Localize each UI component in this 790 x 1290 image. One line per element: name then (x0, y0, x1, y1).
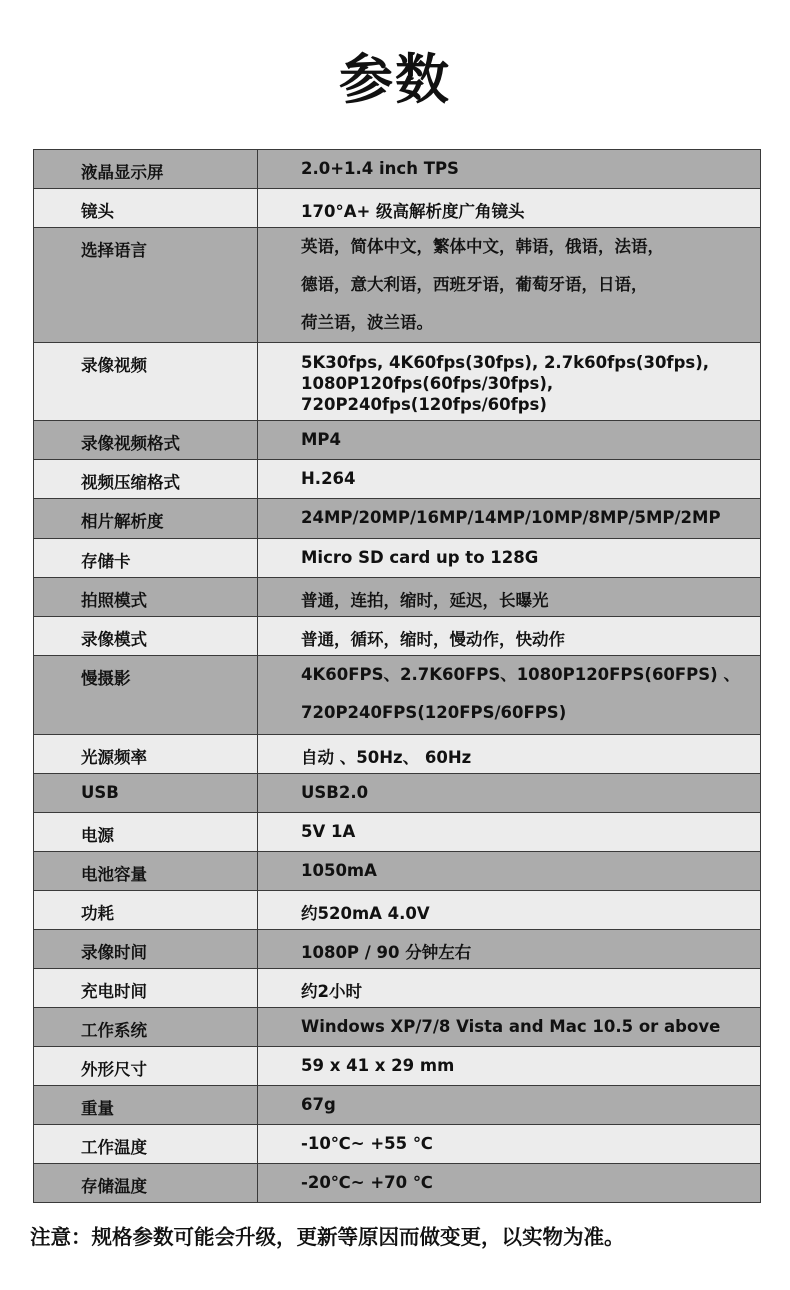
spec-row (34, 930, 761, 969)
spec-row (34, 150, 761, 189)
spec-label: 存储卡 (34, 539, 258, 578)
spec-row (34, 228, 761, 343)
spec-row (34, 1086, 761, 1125)
spec-value-line: 5K30fps, 4K60fps(30fps), 2.7k60fps(30fps), (301, 353, 710, 372)
spec-value (258, 969, 761, 1008)
spec-value-line: 1050mA (301, 861, 377, 880)
spec-value-line: 约520mA 4.0V (301, 904, 430, 923)
spec-value (258, 617, 761, 656)
spec-value (258, 421, 761, 460)
spec-label: 录像视频 (34, 343, 258, 421)
spec-label: 录像模式 (34, 617, 258, 656)
spec-value (258, 930, 761, 969)
spec-row (34, 617, 761, 656)
spec-value-line: 普通，循环，缩时，慢动作，快动作 (301, 630, 565, 649)
spec-value-line: 2.0+1.4 inch TPS (301, 159, 459, 178)
spec-value-line: 自动 、50Hz、 60Hz (301, 748, 472, 767)
spec-row (34, 852, 761, 891)
spec-value-line: 1080P / 90 分钟左右 (301, 943, 472, 962)
spec-row (34, 891, 761, 930)
spec-row (34, 774, 761, 813)
spec-value (258, 460, 761, 499)
spec-value (258, 1086, 761, 1125)
spec-value-line: 59 x 41 x 29 mm (301, 1056, 455, 1075)
spec-label: 工作系统 (34, 1008, 258, 1047)
spec-label: 镜头 (34, 189, 258, 228)
spec-row (34, 1008, 761, 1047)
spec-value (258, 499, 761, 539)
spec-table-body (34, 150, 761, 1203)
spec-value-line: -20℃~ +70 ℃ (301, 1173, 433, 1192)
spec-row (34, 969, 761, 1008)
spec-value-line: 720P240FPS(120FPS/60FPS) (301, 703, 567, 722)
spec-value (258, 656, 761, 735)
spec-label: 工作温度 (34, 1125, 258, 1164)
spec-row (34, 1047, 761, 1086)
spec-value-line: USB2.0 (301, 783, 369, 802)
spec-value-line: H.264 (301, 469, 356, 488)
disclaimer-note: 注意：规格参数可能会升级，更新等原因而做变更，以实物为准。 (30, 1225, 625, 1249)
spec-value-line: 170°A+ 级高解析度广角镜头 (301, 202, 525, 221)
spec-value (258, 150, 761, 189)
spec-value-line: Windows XP/7/8 Vista and Mac 10.5 or above (301, 1017, 721, 1036)
spec-value (258, 813, 761, 852)
spec-value (258, 228, 761, 343)
spec-value-line: 约2小时 (301, 982, 362, 1001)
spec-row (34, 421, 761, 460)
spec-value-line: 5V 1A (301, 822, 356, 841)
spec-value (258, 1125, 761, 1164)
spec-value-line: 荷兰语，波兰语。 (301, 313, 433, 332)
spec-value (258, 1008, 761, 1047)
spec-value (258, 539, 761, 578)
spec-label: 充电时间 (34, 969, 258, 1008)
spec-value (258, 774, 761, 813)
spec-value-line: 英语，简体中文，繁体中文，韩语，俄语，法语， (301, 237, 664, 256)
page-title: 参数 (339, 48, 451, 111)
spec-value-line: 普通，连拍，缩时，延迟，长曝光 (301, 591, 549, 610)
spec-value (258, 1164, 761, 1203)
spec-value-line: 1080P120fps(60fps/30fps), (301, 374, 554, 393)
spec-value (258, 891, 761, 930)
spec-row (34, 460, 761, 499)
spec-value (258, 735, 761, 774)
spec-row (34, 813, 761, 852)
spec-label: 功耗 (34, 891, 258, 930)
spec-value-line: Micro SD card up to 128G (301, 548, 539, 567)
spec-label: 电源 (34, 813, 258, 852)
spec-row (34, 578, 761, 617)
spec-row (34, 189, 761, 228)
spec-label: 拍照模式 (34, 578, 258, 617)
spec-row (34, 735, 761, 774)
spec-label: 存储温度 (34, 1164, 258, 1203)
spec-value-line: 67g (301, 1095, 336, 1114)
spec-value (258, 1047, 761, 1086)
spec-label: 外形尺寸 (34, 1047, 258, 1086)
spec-label: 光源频率 (34, 735, 258, 774)
spec-value (258, 578, 761, 617)
spec-label: 电池容量 (34, 852, 258, 891)
spec-label: USB (34, 774, 258, 813)
spec-row (34, 656, 761, 735)
spec-label: 慢摄影 (34, 656, 258, 735)
spec-value (258, 343, 761, 421)
spec-label: 重量 (34, 1086, 258, 1125)
spec-label: 视频压缩格式 (34, 460, 258, 499)
spec-value-line: -10℃~ +55 ℃ (301, 1134, 433, 1153)
spec-row (34, 539, 761, 578)
spec-row (34, 499, 761, 539)
spec-row (34, 1125, 761, 1164)
spec-value-line: 24MP/20MP/16MP/14MP/10MP/8MP/5MP/2MP (301, 508, 721, 527)
spec-row (34, 1164, 761, 1203)
spec-value-line: 720P240fps(120fps/60fps) (301, 395, 547, 414)
spec-label: 相片解析度 (34, 499, 258, 539)
spec-label: 录像视频格式 (34, 421, 258, 460)
spec-value (258, 852, 761, 891)
spec-label: 选择语言 (34, 228, 258, 343)
spec-value (258, 189, 761, 228)
spec-label: 液晶显示屏 (34, 150, 258, 189)
spec-table (33, 149, 761, 1203)
spec-row (34, 343, 761, 421)
spec-value-line: 4K60FPS、2.7K60FPS、1080P120FPS(60FPS) 、 (301, 665, 740, 684)
spec-value-line: MP4 (301, 430, 341, 449)
spec-label: 录像时间 (34, 930, 258, 969)
spec-value-line: 德语，意大利语，西班牙语，葡萄牙语，日语， (301, 275, 648, 294)
